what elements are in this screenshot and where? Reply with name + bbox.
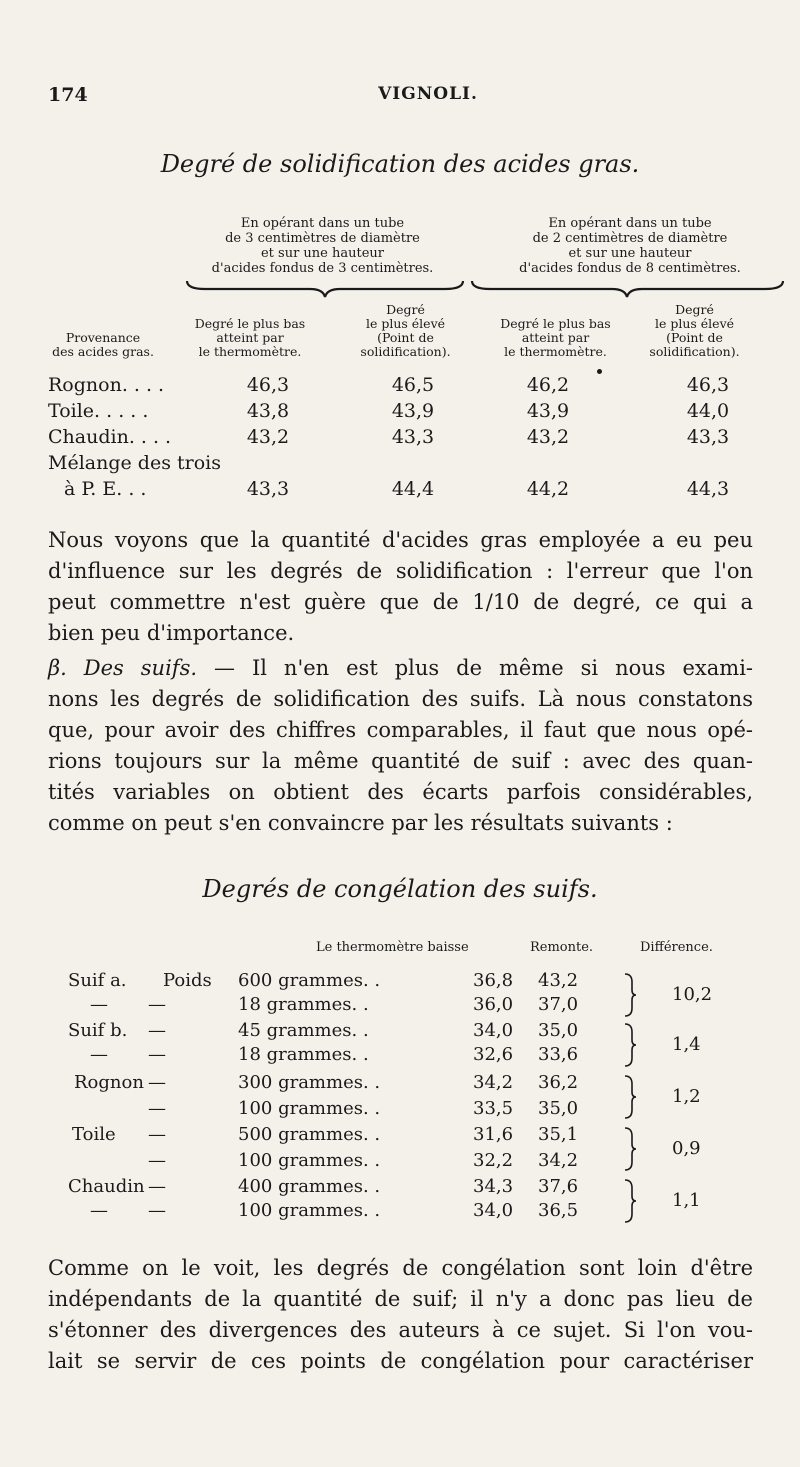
header-line: Degré le plus bas <box>194 316 306 331</box>
text-line: s'étonner des divergences des auteurs à ce sujet. Si l'on vou- <box>48 1318 753 1342</box>
paragraph-2 <box>48 653 753 839</box>
text-run: — Il n'en est plus de même si nous exami- <box>197 656 754 680</box>
group1-line: et sur une hauteur <box>260 246 384 261</box>
cell-value: 43,2 <box>538 970 579 991</box>
text-line: que, pour avoir des chiffres comparables, il faut que nous opé- <box>48 718 753 742</box>
header-line: Provenance <box>65 330 141 345</box>
difference-value: 1,4 <box>672 1034 701 1055</box>
cell-value: 43,3 <box>686 426 730 448</box>
cell-value: — <box>148 1044 166 1065</box>
cell-value: — <box>148 994 166 1015</box>
cell-value: Suif b. <box>68 1020 128 1041</box>
group2-line: de 2 centimètres de diamètre <box>532 231 728 246</box>
cell-value: — <box>148 1098 166 1119</box>
row-label: Mélange des trois <box>48 452 221 474</box>
header-line: le thermomètre. <box>198 344 302 359</box>
text-line: Comme on le voit, les degrés de congélation sont loin d'être <box>48 1256 753 1280</box>
table-row <box>48 478 788 504</box>
column-group-3cm <box>185 216 460 276</box>
cell-value: 43,9 <box>391 400 435 422</box>
header-line: le thermomètre. <box>504 344 607 359</box>
right-brace-icon <box>622 1022 638 1068</box>
cell-value: 37,0 <box>538 994 579 1015</box>
table-row <box>68 1044 768 1068</box>
difference-value: 10,2 <box>672 984 713 1005</box>
table-row <box>68 1150 768 1174</box>
cell-value: 44,3 <box>686 478 730 500</box>
cell-value: Rognon <box>74 1072 144 1093</box>
header-line: Degré <box>675 302 714 317</box>
curly-brace-icon <box>185 279 465 299</box>
table-row <box>48 452 788 478</box>
table-row <box>68 1124 768 1148</box>
header-line: (Point de <box>377 330 434 345</box>
header-line: le plus élevé <box>654 316 735 331</box>
cell-value: 32,6 <box>473 1044 514 1065</box>
header-line: atteint par <box>216 330 284 345</box>
header-lowest-2 <box>478 317 633 359</box>
cell-value: 43,3 <box>246 478 290 500</box>
group1-line: En opérant dans un tube <box>240 216 405 231</box>
text-line: nons les degrés de solidification des suifs. Là nous constatons <box>48 687 753 711</box>
right-brace-icon <box>622 1126 638 1172</box>
cell-value: 46,3 <box>246 374 290 396</box>
group2-line: et sur une hauteur <box>568 246 692 261</box>
text-line: d'influence sur les degrés de solidification : l'erreur que l'on <box>48 559 753 583</box>
cell-value: Poids <box>163 970 212 991</box>
text-line: tités variables on obtient des écarts parfois considérables, <box>48 780 753 804</box>
text-line <box>48 653 753 684</box>
cell-value: 33,6 <box>538 1044 579 1065</box>
table1-title: Degré de solidification des acides gras. <box>160 150 640 178</box>
difference-value: 1,2 <box>672 1086 701 1107</box>
cell-value: 36,2 <box>538 1072 579 1093</box>
header-line: (Point de <box>666 330 723 345</box>
cell-value: 35,0 <box>538 1020 579 1041</box>
table-row <box>68 1176 768 1200</box>
table-row <box>68 970 768 994</box>
difference-value: 1,1 <box>672 1190 701 1211</box>
cell-value: 33,5 <box>473 1098 514 1119</box>
table-row <box>68 1020 768 1044</box>
cell-value: 44,0 <box>686 400 730 422</box>
table-row <box>68 1200 768 1224</box>
cell-value: 500 grammes. . <box>238 1124 381 1145</box>
header-provenance <box>28 331 178 359</box>
cell-value: 43,2 <box>526 426 570 448</box>
group1-line: de 3 centimètres de diamètre <box>225 231 420 246</box>
curly-brace-icon <box>470 279 785 299</box>
cell-value: 100 grammes. . <box>238 1150 381 1171</box>
column-group-2cm <box>480 216 780 276</box>
table-row <box>48 374 788 400</box>
cell-value: 600 grammes. . <box>238 970 381 991</box>
cell-value: 100 grammes. . <box>238 1098 381 1119</box>
cell-value: 43,9 <box>526 400 570 422</box>
cell-value: 31,6 <box>473 1124 514 1145</box>
cell-value: — <box>148 1150 166 1171</box>
header-difference: Différence. <box>640 940 713 955</box>
header-lowest-1 <box>175 317 325 359</box>
cell-value: 46,5 <box>391 374 435 396</box>
cell-value: 18 grammes. . <box>238 1044 369 1065</box>
header-line: le plus élevé <box>365 316 446 331</box>
running-title: VIGNOLI. <box>378 84 478 104</box>
text-line: peut commettre n'est guère que de 1/10 de degré, ce qui a <box>48 590 753 614</box>
header-line: des acides gras. <box>52 344 154 359</box>
cell-value: 37,6 <box>538 1176 579 1197</box>
header-remonte: Remonte. <box>530 940 594 955</box>
cell-value: — <box>148 1072 166 1093</box>
table2-title: Degrés de congélation des suifs. <box>202 875 598 903</box>
header-baisse: Le thermomètre baisse <box>316 940 469 955</box>
text-line: lait se servir de ces points de congélation pour caractériser <box>48 1349 753 1373</box>
subsection-lead: β. Des suifs. <box>48 656 198 680</box>
cell-value: 43,3 <box>391 426 435 448</box>
cell-value: — <box>148 1200 166 1221</box>
row-label: Toile. . . . . <box>48 400 149 422</box>
cell-value: — <box>90 1044 108 1065</box>
header-line: Degré <box>386 302 425 317</box>
print-speck <box>597 369 602 374</box>
header-highest-1 <box>333 303 478 359</box>
group2-line: d'acides fondus de 8 centimètres. <box>519 261 741 276</box>
cell-value: — <box>148 1124 166 1145</box>
header-line: solidification). <box>360 344 451 359</box>
group1-line: d'acides fondus de 3 centimètres. <box>211 261 434 276</box>
cell-value: 43,2 <box>246 426 290 448</box>
right-brace-icon <box>622 972 638 1018</box>
header-line: Degré le plus bas <box>500 316 611 331</box>
cell-value: 35,0 <box>538 1098 579 1119</box>
text-line: comme on peut s'en convaincre par les résultats suivants : <box>48 811 673 835</box>
cell-value: 34,2 <box>473 1072 514 1093</box>
cell-value: — <box>90 994 108 1015</box>
difference-value: 0,9 <box>672 1138 701 1159</box>
cell-value: 18 grammes. . <box>238 994 369 1015</box>
cell-value: — <box>148 1020 166 1041</box>
cell-value: 100 grammes. . <box>238 1200 381 1221</box>
cell-value: 45 grammes. . <box>238 1020 369 1041</box>
cell-value: 300 grammes. . <box>238 1072 381 1093</box>
table-row <box>68 1098 768 1122</box>
text-line: bien peu d'importance. <box>48 621 295 645</box>
cell-value: 43,8 <box>246 400 290 422</box>
cell-value: 34,2 <box>538 1150 579 1171</box>
row-label: Chaudin. . . . <box>48 426 172 448</box>
text-line: indépendants de la quantité de suif; il n'y a donc pas lieu de <box>48 1287 753 1311</box>
cell-value: 44,2 <box>526 478 570 500</box>
cell-value: Suif a. <box>68 970 127 991</box>
cell-value: — <box>148 1176 166 1197</box>
page-number: 174 <box>48 84 88 106</box>
running-head <box>48 84 752 108</box>
right-brace-icon <box>622 1178 638 1224</box>
text-line: rions toujours sur la même quantité de suif : avec des quan- <box>48 749 753 773</box>
table-row <box>68 994 768 1018</box>
row-label: Rognon. . . . <box>48 374 165 396</box>
cell-value: 32,2 <box>473 1150 514 1171</box>
table-row <box>48 426 788 452</box>
cell-value: Toile <box>72 1124 116 1145</box>
cell-value: 34,3 <box>473 1176 514 1197</box>
cell-value: Chaudin <box>68 1176 145 1197</box>
header-line: solidification). <box>649 344 740 359</box>
table-row <box>68 1072 768 1096</box>
cell-value: 46,3 <box>686 374 730 396</box>
cell-value: 46,2 <box>526 374 570 396</box>
cell-value: 400 grammes. . <box>238 1176 381 1197</box>
paragraph-1 <box>48 525 753 649</box>
cell-value: 35,1 <box>538 1124 579 1145</box>
cell-value: 44,4 <box>391 478 435 500</box>
right-brace-icon <box>622 1074 638 1120</box>
cell-value: 36,8 <box>473 970 514 991</box>
group2-line: En opérant dans un tube <box>548 216 712 231</box>
row-label: à P. E. . . <box>64 478 147 500</box>
paragraph-3 <box>48 1253 753 1377</box>
cell-value: 34,0 <box>473 1200 514 1221</box>
cell-value: 36,5 <box>538 1200 579 1221</box>
header-line: atteint par <box>521 330 590 345</box>
text-line: Nous voyons que la quantité d'acides gras employée a eu peu <box>48 528 753 552</box>
cell-value: — <box>90 1200 108 1221</box>
header-highest-2 <box>622 303 767 359</box>
cell-value: 36,0 <box>473 994 514 1015</box>
table-row <box>48 400 788 426</box>
cell-value: 34,0 <box>473 1020 514 1041</box>
